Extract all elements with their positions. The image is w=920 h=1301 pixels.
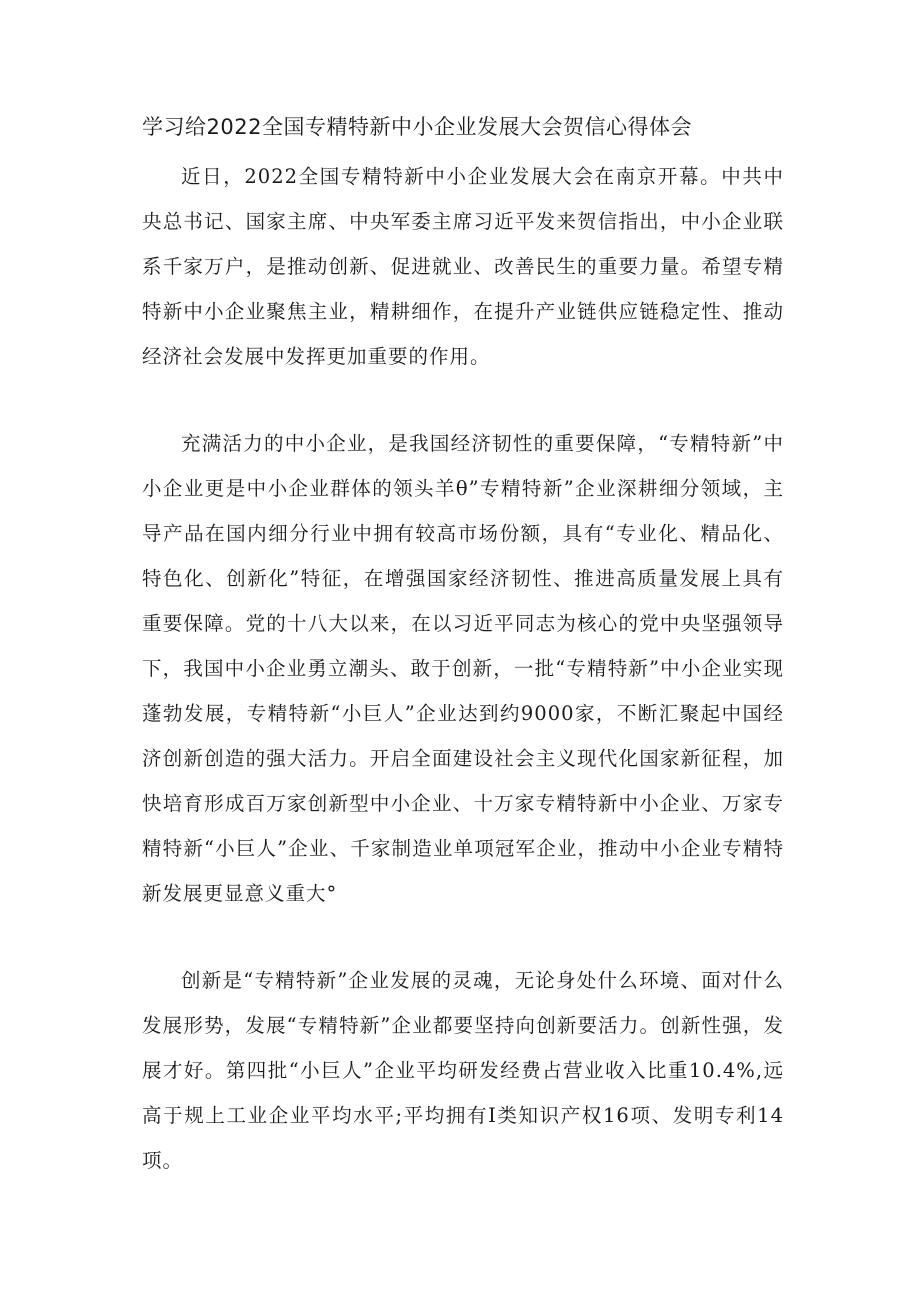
paragraph-spacer <box>142 916 784 958</box>
paragraph-1: 近日，2022全国专精特新中小企业发展大会在南京开幕。中共中央总书记、国家主席、中央军委主席习近平发来贺信指出，中小企业联系千家万户，是推动创新、促进就业、改善民生的重要力量。希望专精特新中小企业聚焦主业，精耕细作，在提升产业链供应链稳定性、推动经济社会发展中发挥更加重要的作用。 <box>142 165 784 368</box>
document-page <box>142 112 784 1183</box>
document-title: 学习给2022全国专精特新中小企业发展大会贺信心得体会 <box>142 115 692 139</box>
paragraph-2: 充满活力的中小企业，是我国经济韧性的重要保障，“专精特新”中小企业更是中小企业群体的领头羊θ”专精特新”企业深耕细分领域，主导产品在国内细分行业中拥有较高市场份额，具有“专业化、精品化、特色化、创新化”特征，在增强国家经济韧性、推进高质量发展上具有重要保障。党的十八大以来，在以习近平同志为核心的党中央坚强领导下，我国中小企业勇立潮头、敢于创新，一批“专精特新”中小企业实现蓬勃发展，专精特新“小巨人”企业达到约9000家，不断汇聚起中国经济创新创造的强大活力。开启全面建设社会主义现代化国家新征程，加快培育形成百万家创新型中小企业、十万家专精特新中小企业、万家专精特新“小巨人”企业、千家制造业单项冠军企业，推动中小企业专精特新发展更显意义重大° <box>142 432 784 905</box>
paragraph-spacer <box>142 379 784 421</box>
paragraph-3: 创新是“专精特新”企业发展的灵魂，无论身处什么环境、面对什么发展形势，发展“专精特新”企业都要坚持向创新要活力。创新性强，发展才好。第四批“小巨人”企业平均研发经费占营业收入比重10.4%,远高于规上工业企业平均水平;平均拥有I类知识产权16项、发明专利14项。 <box>142 969 784 1172</box>
